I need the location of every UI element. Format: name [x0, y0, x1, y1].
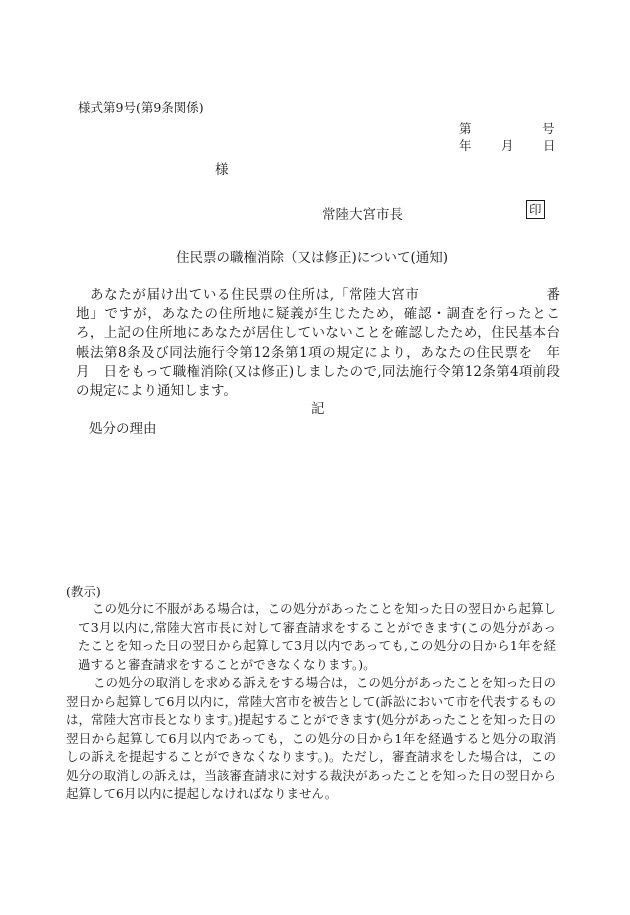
- form-label: 様式第9号(第9条関係): [78, 100, 204, 115]
- date-month-label: 月: [501, 138, 514, 153]
- ki-marker: 記: [311, 401, 325, 417]
- seal-text: 印: [526, 200, 545, 219]
- document-title: 住民票の職権消除（又は修正)について(通知): [176, 250, 449, 266]
- number-prefix: 第: [459, 121, 472, 136]
- notice-paragraph-1: [78, 600, 556, 674]
- notice-heading: (教示): [66, 584, 101, 599]
- addressee-suffix: 様: [215, 162, 229, 178]
- issuer-name: 常陸大宮市長: [322, 207, 403, 223]
- notice-paragraph-2: この処分の取消しを求める訴えをする場合は，この処分があったことを知った日の翌日から起算して6月以内に，常陸大宮市を被告として(訴訟において市を代表するものは，常陸大宮市長となります。)提起することができます(処分があったことを知った日の翌日から起算して6月以内であっても，この処分の日から1年を経過すると処分の取消しの訴えを提起することができなくなります。)。ただし，審査請求をした場合は，この処分の取消しの訴えは，当該審査請求に対する裁決があったことを知った日の翌日から起算して6月以内に提起しなければなりません。: [66, 675, 556, 801]
- body-paragraph: あなたが届け出ている住民票の住所は,「常陸大宮市 番地」ですが，あなたの住所地に疑義が生じたため，確認・調査を行ったところ，上記の住所地にあなたが居住していないことを確認したため，住民基本台帳法第8条及び同法施行令第12条第1項の規定により，あなたの住民票を 年 月 日をもって職権消除(又は修正)しましたので,同法施行令第12条第4項前段の規定により通知します。: [76, 287, 574, 400]
- number-suffix: 号: [542, 121, 555, 136]
- seal-mark: [526, 200, 545, 219]
- date-year-label: 年: [459, 138, 472, 153]
- date-day-label: 日: [543, 138, 556, 153]
- notice-paragraph-1-text: この処分に不服がある場合は，この処分があったことを知った日の翌日から起算して3月以内に,常陸大宮市長に対して審査請求をすることができます(この処分があったことを知った日の翌日から起算して3月以内であっても,この処分の日から1年を経過すると審査請求をすることができなくなります。)。: [78, 601, 556, 672]
- reason-label: 処分の理由: [89, 421, 157, 437]
